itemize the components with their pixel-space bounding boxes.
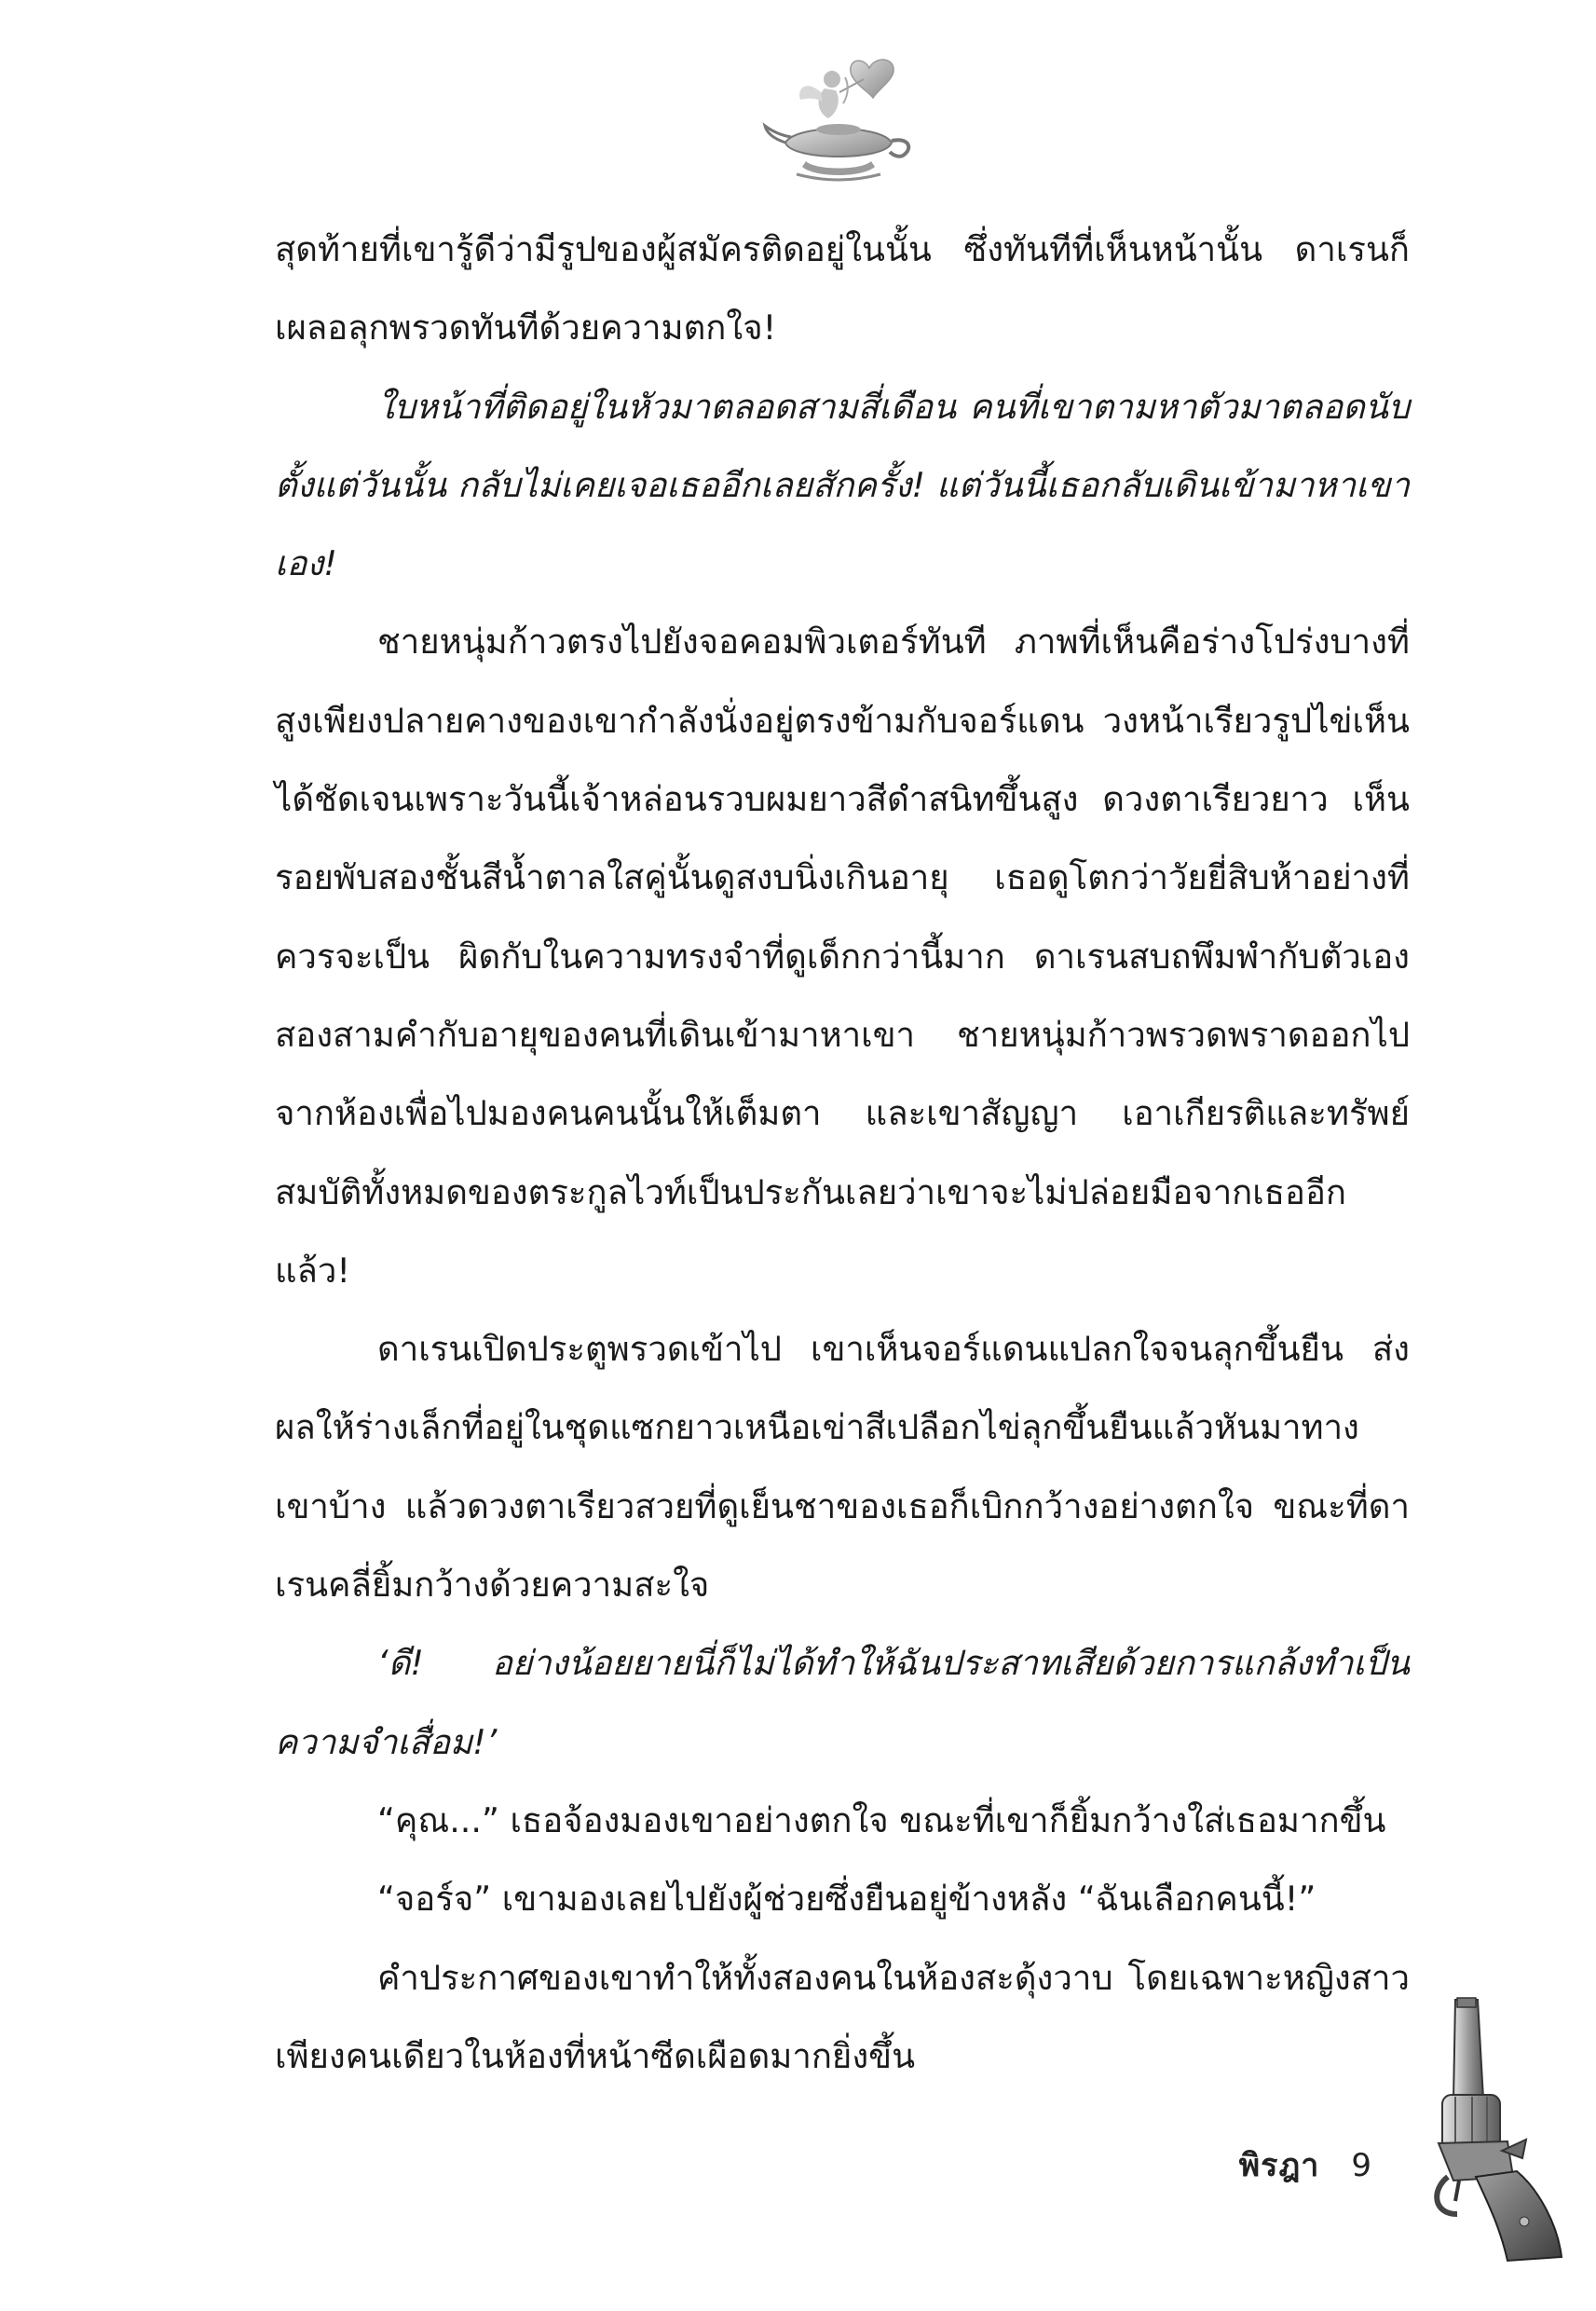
paragraph-3: ชายหนุ่มก้าวตรงไปยังจอคอมพิวเตอร์ทันที ภาพที่เห็นคือร่างโปร่งบางที่สูงเพียงปลายคางของเขากำลังนั่งอยู่ตรงข้ามกับจอร์แดน วงหน้าเรียวรูปไข่เห็นได้ชัดเจนเพราะวันนี้เจ้าหล่อนรวบผมยาวสีดำสนิทขึ้นสูง ดวงตาเรียวยาว เห็นรอยพับสองชั้นสีน้ำตาลใสคู่นั้นดูสงบนิ่งเกินอายุ เธอดูโตกว่าวัยยี่สิบห้าอย่างที่ควรจะเป็น ผิดกับในความทรงจำที่ดูเด็กกว่านี้มาก ดาเรนสบถพึมพำกับตัวเองสองสามคำกับอายุของคนที่เดินเข้ามาหาเขา ชายหนุ่มก้าวพรวดพราดออกไปจากห้องเพื่อไปมองคนคนนั้นให้เต็มตา และเขาสัญญา เอาเกียรติและทรัพย์สมบัติทั้งหมดของตระกูลไวท์เป็นประกันเลยว่าเขาจะไม่ปล่อยมือจากเธออีกแล้ว! xyxy=(275,622,1410,1291)
page-footer xyxy=(1239,2140,1372,2190)
body-text xyxy=(275,211,1410,2096)
paragraph-4: ดาเรนเปิดประตูพรวดเข้าไป เขาเห็นจอร์แดนแปลกใจจนลุกขึ้นยืน ส่งผลให้ร่างเล็กที่อยู่ในชุดแซกยาวเหนือเข่าสีเปลือกไข่ลุกขึ้นยืนแล้วหันมาทางเขาบ้าง แล้วดวงตาเรียวสวยที่ดูเย็นชาของเธอก็เบิกกว้างอย่างตกใจ ขณะที่ดาเรนคลี่ยิ้มกว้างด้วยความสะใจ xyxy=(275,1329,1410,1606)
paragraph-1: สุดท้ายที่เขารู้ดีว่ามีรูปของผู้สมัครติดอยู่ในนั้น ซึ่งทันทีที่เห็นหน้านั้น ดาเรนก็เผลอลุกพรวดทันทีด้วยความตกใจ! xyxy=(275,229,1410,349)
cupid-teapot-logo xyxy=(759,51,918,191)
paragraph-2: ใบหน้าที่ติดอยู่ในหัวมาตลอดสามสี่เดือน คนที่เขาตามหาตัวมาตลอดนับตั้งแต่วันนั้น กลับไม่เคยเจอเธออีกเลยสักครั้ง! แต่วันนี้เธอกลับเดินเข้ามาหาเขาเอง! xyxy=(275,386,1410,584)
revolver-icon xyxy=(1398,1994,1575,2264)
paragraph-5: ‘ดี! อย่างน้อยยายนี่ก็ไม่ได้ทำให้ฉันประสาทเสียด้วยการแกล้งทำเป็นความจำเสื่อม!’ xyxy=(275,1643,1410,1762)
paragraph-7: “จอร์จ” เขามองเลยไปยังผู้ช่วยซึ่งยืนอยู่ข้างหลัง “ฉันเลือกคนนี้!” xyxy=(377,1879,1316,1920)
paragraph-8: คำประกาศของเขาทำให้ทั้งสองคนในห้องสะดุ้งวาบ โดยเฉพาะหญิงสาวเพียงคนเดียวในห้องที่หน้าซีดเผือดมากยิ่งขึ้น xyxy=(275,1957,1410,2076)
author-name: พิรฎา xyxy=(1238,2147,1320,2184)
page-number: 9 xyxy=(1351,2147,1372,2184)
paragraph-6: “คุณ...” เธอจ้องมองเขาอย่างตกใจ ขณะที่เขาก็ยิ้มกว้างใส่เธอมากขึ้น xyxy=(377,1799,1386,1840)
